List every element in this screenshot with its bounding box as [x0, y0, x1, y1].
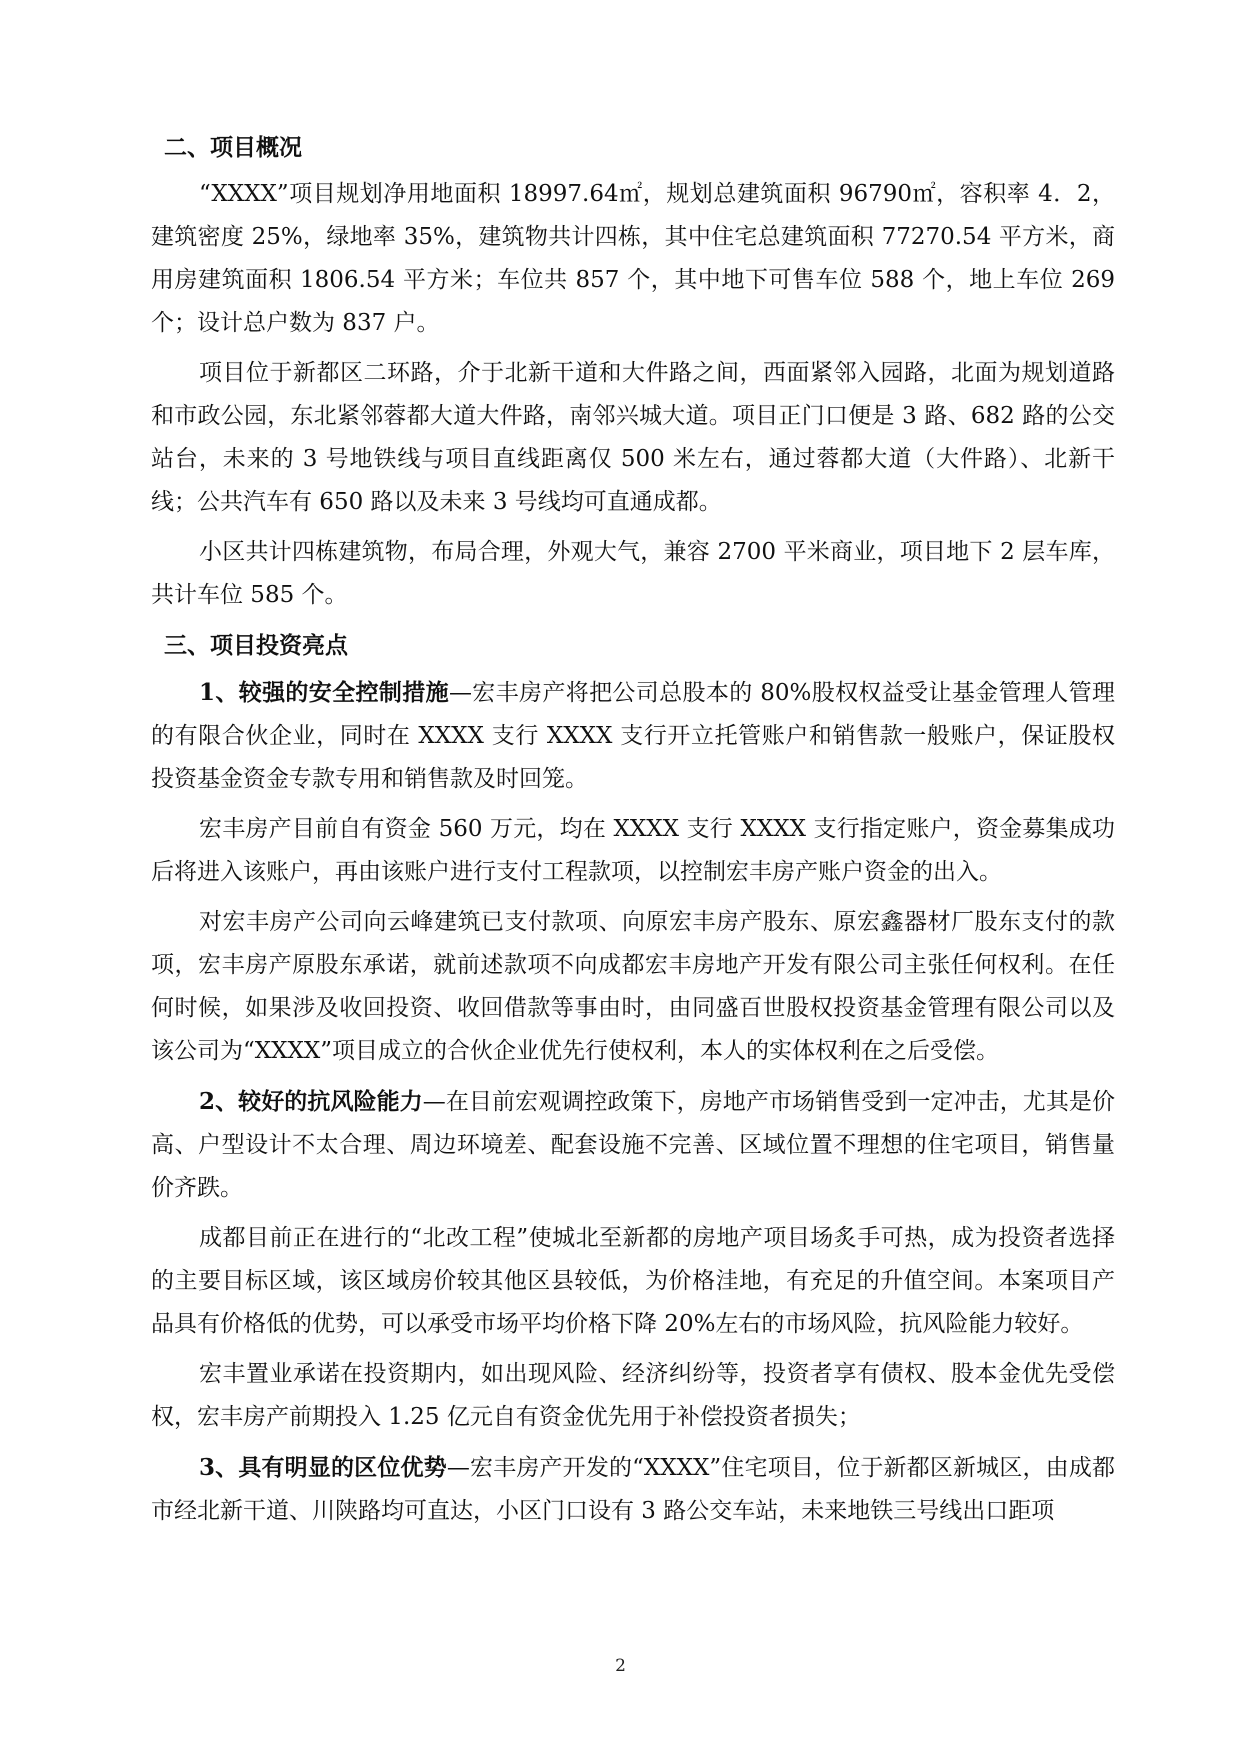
- paragraph-highlight-3: [151, 1446, 1115, 1533]
- paragraph-overview-2: 项目位于新都区二环路，介于北新干道和大件路之间，西面紧邻入园路，北面为规划道路和市政公园，东北紧邻蓉都大道大件路，南邻兴城大道。项目正门口便是 3 路、682 路的公交站台，未来的 3 号地铁线与项目直线距离仅 500 米左右，通过蓉都大道（大件路）、北新干线；公共汽车有 650 路以及未来 3 号线均可直通成都。: [151, 360, 1115, 515]
- paragraph-highlight-1: [151, 671, 1115, 801]
- highlight-1-title: 1、较强的安全控制措施: [199, 679, 449, 706]
- paragraph-highlight-2-3: 宏丰置业承诺在投资期内，如出现风险、经济纠纷等，投资者享有债权、股本金优先受偿权，宏丰房产前期投入 1.25 亿元自有资金优先用于补偿投资者损失；: [151, 1361, 1115, 1430]
- highlight-3-text: —宏丰房产开发的“XXXX”住宅项目，位于新都区新城区，由成都市经北新干道、川陕路均可直达，小区门口设有 3 路公交车站，未来地铁三号线出口距项: [151, 1455, 1115, 1524]
- section-heading-highlights: 三、项目投资亮点: [164, 632, 348, 659]
- highlight-2-text: —在目前宏观调控政策下，房地产市场销售受到一定冲击，尤其是价高、户型设计不太合理、周边环境差、配套设施不完善、区域位置不理想的住宅项目，销售量价齐跌。: [151, 1089, 1116, 1201]
- paragraph-highlight-1-2: 宏丰房产目前自有资金 560 万元，均在 XXXX 支行 XXXX 支行指定账户，资金募集成功后将进入该账户，再由该账户进行支付工程款项，以控制宏丰房产账户资金的出入。: [151, 816, 1115, 885]
- section-heading-overview: 二、项目概况: [164, 134, 302, 161]
- highlight-1-text: —宏丰房产将把公司总股本的 80%股权权益受让基金管理人管理的有限合伙企业，同时在 XXXX 支行 XXXX 支行开立托管账户和销售款一般账户，保证股权投资基金资金专款专用和销售款及时回笼。: [151, 680, 1115, 792]
- paragraph-highlight-1-3: 对宏丰房产公司向云峰建筑已支付款项、向原宏丰房产股东、原宏鑫器材厂股东支付的款项，宏丰房产原股东承诺，就前述款项不向成都宏丰房地产开发有限公司主张任何权利。在任何时候，如果涉及收回投资、收回借款等事由时，由同盛百世股权投资基金管理有限公司以及该公司为“XXXX”项目成立的合伙企业优先行使权利，本人的实体权利在之后受偿。: [151, 909, 1115, 1064]
- page-number: 2: [615, 1656, 626, 1676]
- paragraph-highlight-2: [151, 1080, 1115, 1210]
- paragraph-highlight-2-2: 成都目前正在进行的“北改工程”使城北至新都的房地产项目场炙手可热，成为投资者选择的主要目标区域，该区域房价较其他区县较低，为价格洼地，有充足的升值空间。本案项目产品具有价格低的优势，可以承受市场平均价格下降 20%左右的市场风险，抗风险能力较好。: [151, 1225, 1115, 1337]
- highlight-3-title: 3、具有明显的区位优势: [199, 1454, 447, 1481]
- highlight-2-title: 2、较好的抗风险能力: [199, 1088, 423, 1115]
- document-body: [151, 126, 1115, 1540]
- paragraph-overview-1: “XXXX”项目规划净用地面积 18997.64㎡，规划总建筑面积 96790㎡，容积率 4．2，建筑密度 25%，绿地率 35%，建筑物共计四栋，其中住宅总建筑面积 77270.54 平方米，商用房建筑面积 1806.54 平方米；车位共 857 个，其中地下可售车位 588 个，地上车位 269 个；设计总户数为 837 户。: [151, 181, 1115, 336]
- paragraph-overview-3: 小区共计四栋建筑物，布局合理，外观大气，兼容 2700 平米商业，项目地下 2 层车库，共计车位 585 个。: [151, 539, 1115, 608]
